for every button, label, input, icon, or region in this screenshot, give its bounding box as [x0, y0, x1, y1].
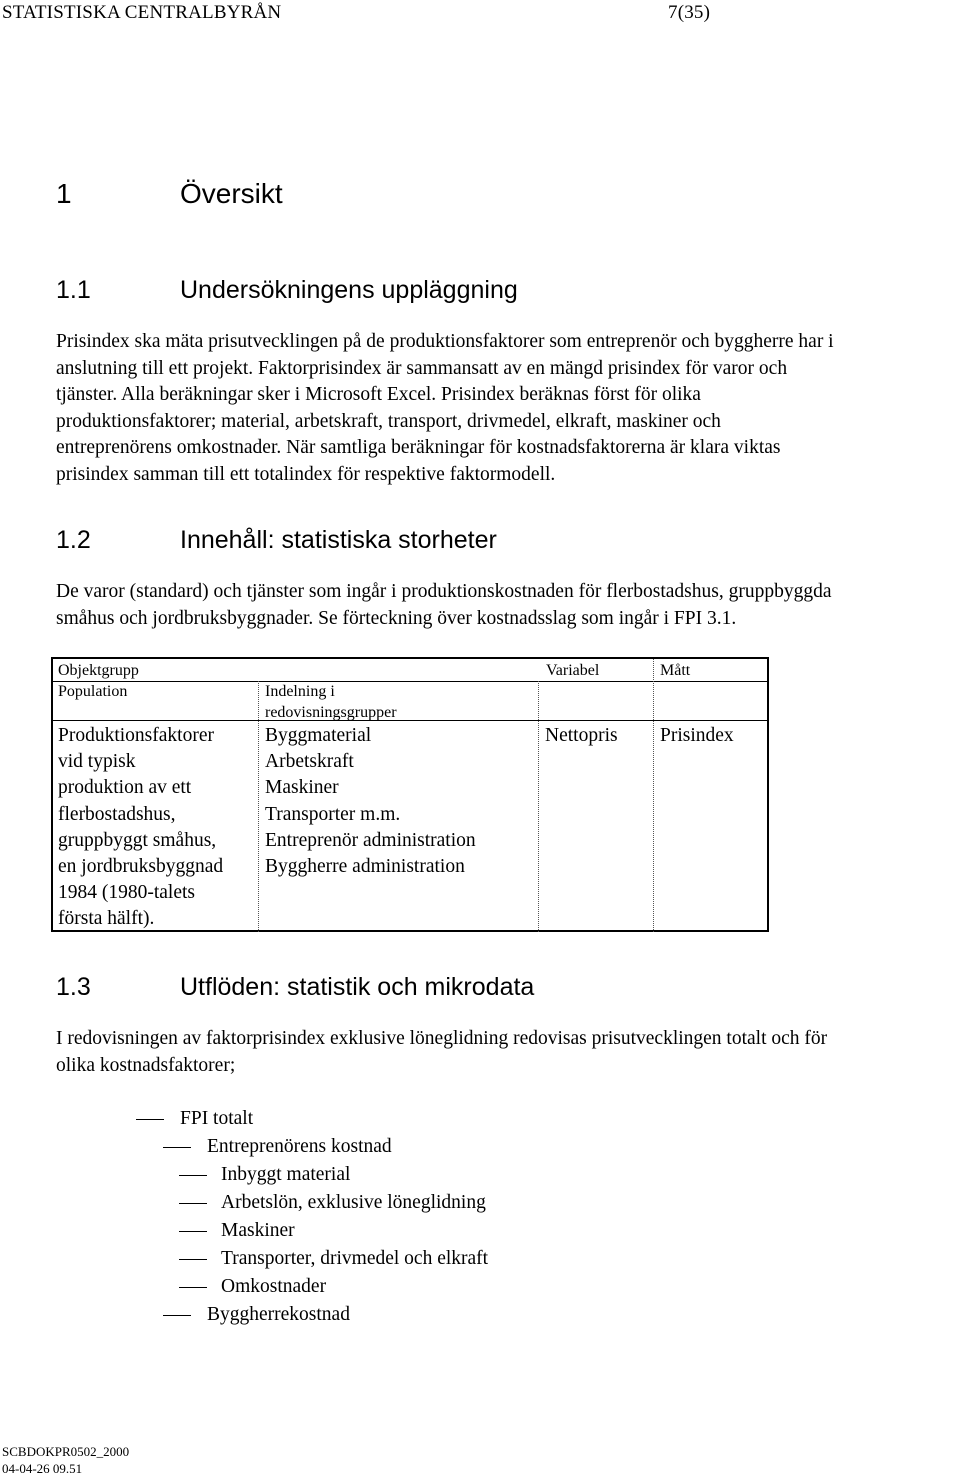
list-item — [179, 1276, 326, 1298]
table-header-matt: Mått — [660, 662, 691, 679]
population-line: 1984 (1980-talets — [58, 882, 196, 904]
dash-icon — [179, 1259, 207, 1260]
paragraph-line: Prisindex ska mäta prisutvecklingen på de produktionsfaktorer som entreprenör och byggherre har i — [56, 331, 834, 352]
header-page-number: 7(35) — [668, 2, 711, 23]
list-item-label: Arbetslön, exklusive löneglidning — [221, 1192, 486, 1213]
section-1-1-title: Undersökningens uppläggning — [180, 276, 518, 304]
group-item: Entreprenör administration — [265, 829, 476, 851]
section-1-3-paragraph — [56, 1026, 960, 1079]
table-column-divider — [653, 659, 654, 932]
group-item: Maskiner — [265, 777, 339, 799]
group-item: Byggherre administration — [265, 856, 465, 878]
dash-icon — [179, 1231, 207, 1232]
table-divider — [53, 681, 767, 682]
dash-icon — [179, 1203, 207, 1204]
list-item-label: FPI totalt — [180, 1108, 254, 1129]
list-item — [163, 1304, 350, 1326]
population-line: gruppbyggt småhus, — [58, 829, 217, 851]
population-line: en jordbruksbyggnad — [58, 856, 224, 878]
variabel-value: Nettopris — [545, 725, 618, 746]
list-item-label: Inbyggt material — [221, 1164, 351, 1185]
group-item: Arbetskraft — [265, 751, 354, 773]
paragraph-line: I redovisningen av faktorprisindex exklusive löneglidning redovisas prisutvecklingen totalt och för — [56, 1028, 828, 1049]
list-item — [179, 1164, 350, 1186]
section-1-title: Översikt — [180, 178, 283, 209]
paragraph-line: olika kostnadsfaktorer; — [56, 1054, 236, 1076]
list-item — [136, 1108, 253, 1130]
section-1-1-paragraph — [56, 329, 960, 488]
population-line: vid typisk — [58, 751, 136, 773]
list-item — [163, 1136, 392, 1158]
list-item-label: Transporter, drivmedel och elkraft — [221, 1248, 489, 1269]
list-item — [179, 1192, 486, 1214]
section-1-2-paragraph — [56, 579, 960, 632]
table-column-divider — [258, 681, 259, 932]
paragraph-line: tjänster. Alla beräkningar sker i Microsoft Excel. Prisindex beräknas först för olika — [56, 384, 701, 405]
list-item-label: Entreprenörens kostnad — [207, 1136, 392, 1157]
group-item: Transporter m.m. — [265, 803, 401, 825]
header-line: Indelning i — [265, 683, 335, 700]
table-header-indelning — [265, 681, 397, 723]
dash-icon — [163, 1315, 191, 1316]
table-column-divider — [538, 681, 539, 932]
list-item-label: Omkostnader — [221, 1276, 327, 1297]
list-item — [179, 1220, 295, 1242]
footer-datetime: 04-04-26 09.51 — [2, 1461, 83, 1476]
population-line: produktion av ett — [58, 777, 192, 799]
objektgrupp-table — [51, 657, 769, 932]
list-item — [179, 1248, 488, 1270]
footer-doc-id: SCBDOKPR0502_2000 — [2, 1444, 130, 1459]
dash-icon — [179, 1175, 207, 1176]
section-1-2-title: Innehåll: statistiska storheter — [180, 526, 497, 554]
population-value — [58, 723, 223, 933]
section-1-3-number: 1.3 — [56, 973, 91, 1001]
dash-icon — [179, 1287, 207, 1288]
list-item-label: Byggherrekostnad — [207, 1304, 350, 1325]
paragraph-line: anslutning till ett projekt. Faktorprisindex är sammansatt av en mängd prisindex för varor och — [56, 357, 788, 379]
section-1-2-number: 1.2 — [56, 526, 91, 554]
group-item: Byggmaterial — [265, 725, 372, 746]
table-header-objektgrupp: Objektgrupp — [58, 662, 139, 679]
paragraph-line: De varor (standard) och tjänster som ingår i produktionskostnaden för flerbostadshus, gruppbyggda — [56, 581, 832, 602]
paragraph-line: prisindex samman till ett totalindex för respektive faktormodell. — [56, 463, 556, 485]
header-org: STATISTISKA CENTRALBYRÅN — [2, 2, 282, 23]
section-1-1-number: 1.1 — [56, 276, 91, 304]
header-line: redovisningsgrupper — [265, 704, 397, 721]
section-1-number: 1 — [56, 178, 72, 209]
population-line: flerbostadshus, — [58, 803, 176, 825]
section-1-3-title: Utflöden: statistik och mikrodata — [180, 973, 535, 1001]
matt-value: Prisindex — [660, 725, 734, 746]
table-divider — [53, 720, 767, 721]
population-line: Produktionsfaktorer — [58, 725, 214, 746]
paragraph-line: produktionsfaktorer; material, arbetskraft, transport, drivmedel, elkraft, maskiner och — [56, 410, 721, 432]
paragraph-line: småhus och jordbruksbyggnader. Se förteckning över kostnadsslag som ingår i FPI 3.1. — [56, 607, 737, 629]
table-header-variabel: Variabel — [546, 662, 600, 679]
dash-icon — [136, 1119, 164, 1120]
table-header-population: Population — [58, 683, 128, 700]
list-item-label: Maskiner — [221, 1220, 295, 1241]
dash-icon — [163, 1147, 191, 1148]
paragraph-line: entreprenörens omkostnader. När samtliga beräkningar för kostnadsfaktorerna är klara viktas — [56, 437, 781, 458]
redovisningsgrupper-list — [265, 723, 476, 880]
population-line: första hälft). — [58, 908, 155, 930]
